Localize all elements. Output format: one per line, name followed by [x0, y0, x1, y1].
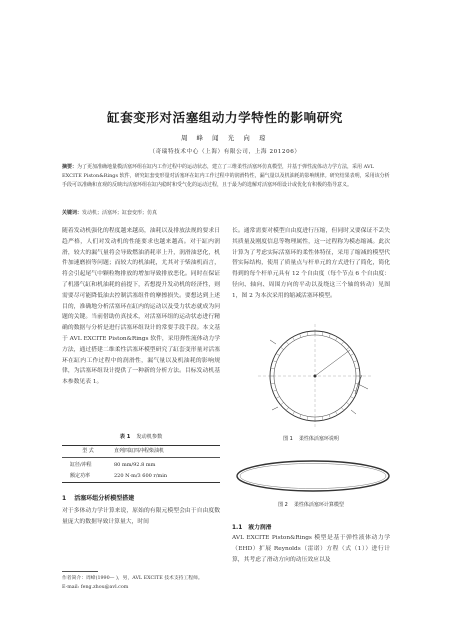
ring-node-tick	[341, 342, 344, 345]
table-header-cell: 直列四缸四冲程柴油机	[114, 448, 165, 454]
ring-node-tick	[273, 361, 277, 362]
ring-node-tick	[354, 361, 358, 362]
ring-model-figure	[234, 456, 392, 496]
ring-node-tick	[273, 390, 277, 391]
ring-node-tick	[276, 354, 279, 356]
keywords-text: 发动机；活塞环；缸套变形；仿真	[82, 210, 158, 216]
piston-ring-diagram-figure	[248, 320, 382, 432]
body-right-column: 长。通常需要对模型自由度进行压缩，但同时又要保证不丢失其质量及刚度信息等物理属性，这一过程称为模态缩减。此次计算为了考虑实际活塞环的柔性体特征，采用了缩减的模型代替实际结构，使用了质量点与杆单元的方式进行了简化，简化得到的每个杆单元具有 12 个自由度（每个节点 6 个自由度：径向、轴向、周围方向的平动以及绕这三个轴的转动）见图 1，图 2 为本次采用的缩减活塞环模型。	[232, 228, 390, 299]
ring-node-tick	[351, 354, 354, 356]
ring-node-tick	[336, 337, 338, 340]
ring-node-tick	[322, 332, 323, 336]
abstract-label: 摘要：	[62, 164, 78, 170]
figure2-caption	[232, 501, 390, 508]
subsection-number: 1.1	[232, 525, 243, 531]
ring-node-tick	[341, 407, 344, 410]
engine-parameter-table	[62, 445, 220, 483]
ring-node-tick	[355, 383, 359, 384]
keywords	[62, 209, 390, 217]
figure1-number: 图 1	[283, 436, 293, 442]
ring-node-tick	[329, 415, 330, 419]
ring-node-tick	[300, 415, 301, 419]
ring-node-tick	[293, 337, 295, 340]
table-row	[62, 460, 220, 471]
ring-node-tick	[300, 334, 301, 338]
ring-node-tick	[336, 412, 338, 415]
table-cell: 额定功率	[70, 473, 91, 479]
authors: 周 峰 闻 光 向 琼	[180, 134, 270, 142]
radius-arrow	[315, 350, 350, 376]
figure1-caption	[232, 435, 390, 442]
ring-node-tick	[271, 368, 275, 369]
keywords-label: 关键词：	[62, 210, 83, 216]
ring-node-tick	[286, 342, 289, 345]
footnote-email: E-mail: feng.zhou@avl.com	[62, 585, 129, 590]
table-cell: 缸径/冲程	[70, 462, 92, 468]
figure2-title: 柔性体活塞环计算模型	[293, 502, 344, 508]
body-left-column: 随着发动机强化的程度越来越高，油耗以及排放法规的要求日趋严格，人们对发动机的性能要求也越来越高。对于缸内润滑，较大的漏气量将会导致燃油消耗率上升，润滑油恶化，机件加速磨损等问题；而较大的机油耗，尤其对于柴油机而言，将会引起尾气中颗粒物排放的增加导致排放恶化。同时在保证了机器气缸和机油耗的前提下，若想提升发动机的经济性，则需要尽可能降低油去控制活塞组件的摩擦损失。要想达到上述目的，准确地分析活塞环在缸内的运动以及受力状态就成为问题的关键。当前借助仿真技术，对活塞环组的运动状态进行精确的数据与分析是进行活塞环组设计的常要手段手段。本文基于 AVL EXCITE Piston&Rings 软件，采用弹性流体动力学方法，通过搭建二维柔性活塞环模型研究了缸套变形量对活塞环在缸内工作过程中的润滑性，漏气量以及机油耗的影响规律，为活塞环组设计提供了一种新的分析方法。目标发动机基本参数见表 1。	[62, 228, 220, 386]
ring-model-outer	[237, 461, 389, 491]
ring-node-tick	[346, 347, 349, 350]
table-cell: 80 mm/92.8 mm	[114, 462, 156, 468]
ring-node-tick	[354, 390, 358, 391]
ring-node-tick	[346, 402, 349, 405]
abstract	[62, 163, 390, 191]
table-header-cell: 型 式	[82, 448, 94, 454]
subsection-heading	[232, 522, 271, 531]
ring-node-tick	[281, 402, 284, 405]
affiliation: （奇瑞特技术中心（上海）有限公司，上海 201206）	[149, 149, 301, 155]
section-number: 1	[62, 495, 67, 502]
ring-node-tick	[307, 416, 308, 420]
section-body-left: 对于多体动力学计算来说，原始的有限元模型会由于自由度数量庞大的数据导致计算量大，时间	[62, 508, 220, 525]
subsection-title: 液力润滑	[248, 525, 272, 531]
paper-title: 缸套变形对活塞组动力学特性的影响研究	[107, 110, 343, 125]
footnote	[62, 574, 392, 592]
table-title: 发动机参数	[136, 434, 163, 440]
ring-model-inner	[240, 464, 386, 489]
table-caption	[62, 433, 220, 440]
ring-node-tick	[322, 416, 323, 420]
subsection-body: AVL EXCITE Piston&Rings 模型是基于弹性液体动力学（EHD）扩展 Reynolds（雷诺）方程（式（1））进行计算，其考虑了滑动方向的动压效应以及	[232, 535, 390, 563]
footnote-rule	[62, 571, 98, 572]
ring-node-tick	[329, 334, 330, 338]
ring-node-tick	[271, 383, 275, 384]
table-number: 表 1	[119, 434, 131, 440]
table-row	[62, 471, 220, 482]
ring-node-tick	[355, 368, 359, 369]
abstract-text: 为了更加准确地量模活塞环组在缸内工作过程中的运动状态，建立了三维柔性活塞环仿真模型，并基于弹性流体动力学方法，采用 AVL EXCITE Piston&Rings 软件，研究缸套变形量对活塞环在缸内工作过程中的润滑特性，漏气量以及机油耗的影响规律。研究结果表明，采用该分析手段可以准确和直观的反映出活塞环组在缸内稳时和受气化的运动过程，且于最为的选解对活塞环组设计或优化有积极的指导意义。	[62, 164, 390, 189]
ring-node-tick	[281, 347, 284, 350]
footnote-author: 作者简介：周峰(1990— )，男，AVL EXCITE 技术支持工程师。	[62, 576, 203, 581]
ring-node-tick	[286, 407, 289, 410]
section-heading	[62, 493, 134, 502]
figure1-title: 柔性体活塞环说明	[298, 436, 339, 442]
table-cell: 220 N·m/3 600 r/min	[114, 473, 168, 479]
section-title: 活塞环组分析模型搭建	[74, 495, 135, 502]
ring-node-tick	[307, 332, 308, 336]
table-header-row	[62, 446, 220, 458]
figure2-number: 图 2	[278, 502, 288, 508]
ring-node-tick	[351, 397, 354, 399]
ring-node-tick	[276, 397, 279, 399]
ring-node-tick	[293, 412, 295, 415]
